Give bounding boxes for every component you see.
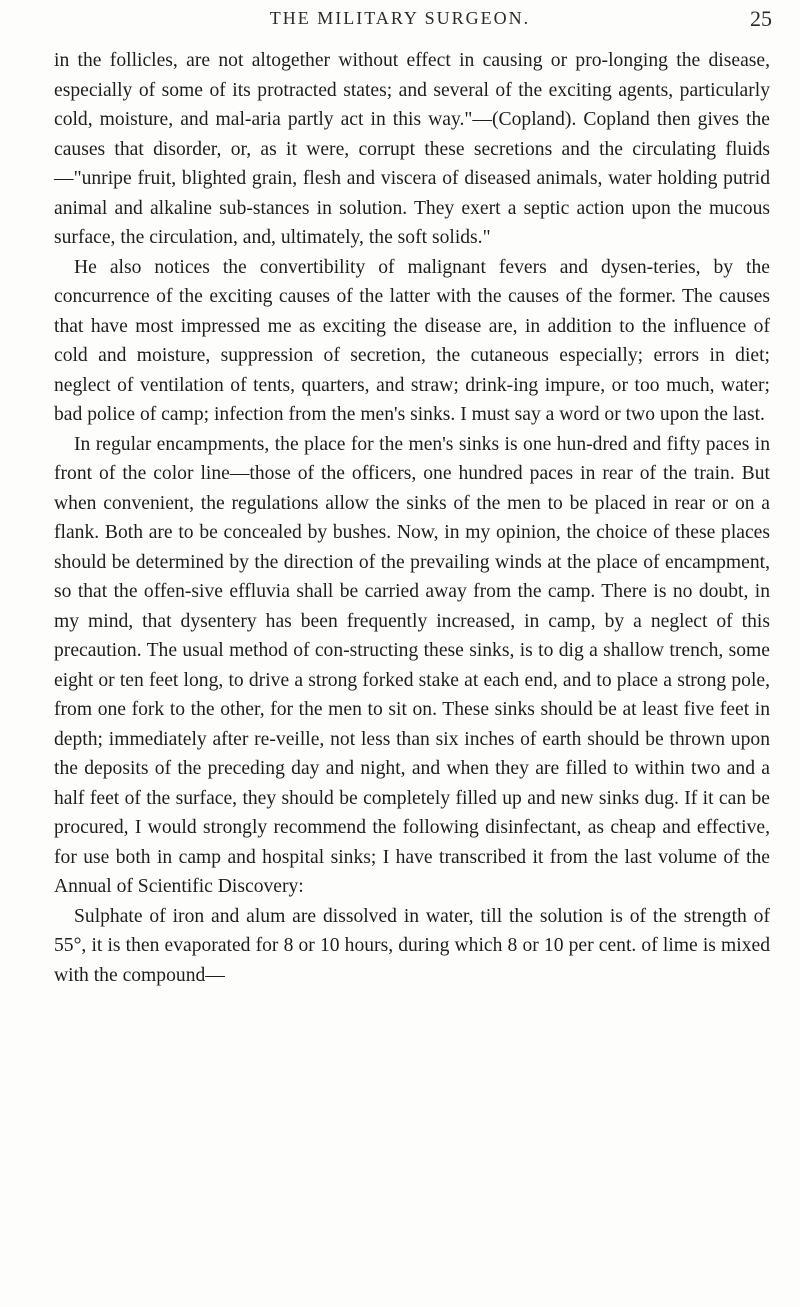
paragraph-convertibility: He also notices the convertibility of malignant fevers and dysen-teries, by the concurrence of the exciting causes of the latter with the causes of the former. The causes that have most impressed me as exciting the disease are, in addition to the influence of cold and moisture, suppression of secretion, the cutaneous especially; errors in diet; neglect of ventilation of tents, quarters, and straw; drink-ing impure, or too much, water; bad police of camp; infection from the men's sinks. I must say a word or two upon the last. xyxy=(54,256,770,425)
running-title: THE MILITARY SURGEON. xyxy=(269,8,531,28)
paragraph-continuation: in the follicles, are not altogether without effect in causing or pro-longing the disease, especially of some of its protracted states; and several of the exciting agents, particularly cold, moisture, and mal-aria partly act in this way."—(Copland). Copland then gives the causes that disorder, or, as it were, corrupt these secretions and the circulating fluids—"unripe fruit, blighted grain, flesh and viscera of diseased animals, water holding putrid animal and alkaline sub-stances in solution. They exert a septic action upon the mucous surface, the circulation, and, ultimately, the soft solids." xyxy=(54,50,770,248)
running-head xyxy=(0,6,800,46)
body-text xyxy=(54,46,770,990)
page-number: 25 xyxy=(750,6,772,31)
paragraph-encampments: In regular encampments, the place for the men's sinks is one hun-dred and fifty paces in front of the color line—those of the officers, one hundred paces in rear of the train. But when convenient, the regulations allow the sinks of the men to be placed in rear or on a flank. Both are to be concealed by bushes. Now, in my opinion, the choice of these places should be determined by the direction of the prevailing winds at the place of encampment, so that the offen-sive effluvia shall be carried away from the camp. There is no doubt, in my mind, that dysentery has been frequently increased, in camp, by a neglect of this precaution. The usual method of con-structing these sinks, is to dig a shallow trench, some eight or ten feet long, to drive a strong forked stake at each end, and to place a strong pole, from one fork to the other, for the men to sit on. These sinks should be at least five feet in depth; immediately after re-veille, not less than six inches of earth should be thrown upon the deposits of the preceding day and night, and when they are filled to within two and a half feet of the surface, they should be completely filled up and new sinks dug. If it can be procured, I would strongly recommend the following disinfectant, as cheap and effective, for use both in camp and hospital sinks; I have transcribed it from the last volume of the Annual of Scientific Discovery: xyxy=(54,433,770,897)
paragraph-disinfectant: Sulphate of iron and alum are dissolved in water, till the solution is of the strength of 55°, it is then evaporated for 8 or 10 hours, during which 8 or 10 per cent. of lime is mixed with the compound— xyxy=(54,905,770,986)
